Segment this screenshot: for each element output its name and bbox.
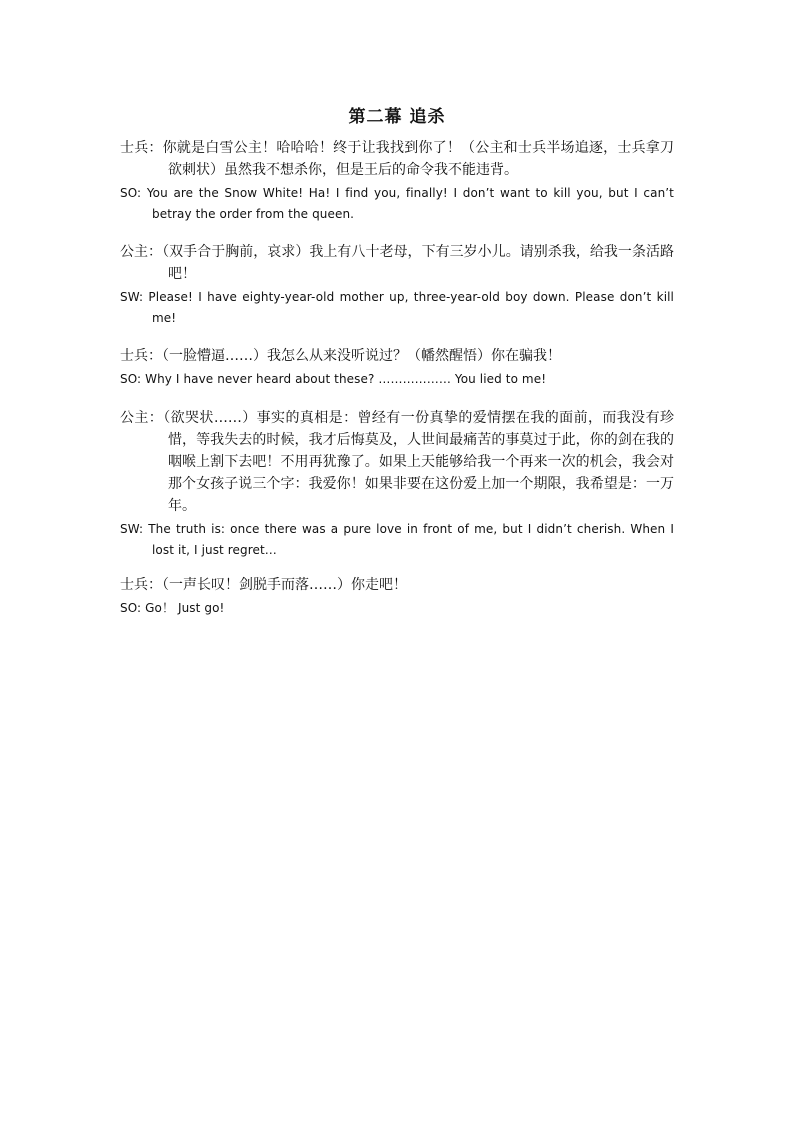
dialogue-block-3 bbox=[120, 345, 674, 390]
chinese-line: 士兵：（一声长叹！剑脱手而落……）你走吧！ bbox=[120, 577, 407, 593]
dialogue-block-1 bbox=[120, 137, 674, 225]
act-title: 第二幕 追杀 bbox=[348, 107, 446, 127]
english-line: SW: The truth is: once there was a pure love in front of me, but I didn’t cherish. When I lost it, I just regret… bbox=[120, 522, 674, 557]
english-line: SO: Why I have never heard about these? ……………… You lied to me! bbox=[120, 372, 547, 386]
english-line: SO: Go！ Just go! bbox=[120, 601, 225, 615]
dialogue-block-2 bbox=[120, 241, 674, 329]
chinese-line: 公主：（欲哭状……）事实的真相是：曾经有一份真挚的爱情摆在我的面前，而我没有珍惜，等我失去的时候，我才后悔莫及，人世间最痛苦的事莫过于此，你的剑在我的咽喉上割下去吧！不用再犹豫了。如果上天能够给我一个再来一次的机会，我会对那个女孩子说三个字：我爱你！如果非要在这份爱上加一个期限，我希望是：一万年。 bbox=[120, 410, 674, 514]
chinese-line: 士兵：你就是白雪公主！哈哈哈！终于让我找到你了！（公主和士兵半场追逐，士兵拿刀欲刺状）虽然我不想杀你，但是王后的命令我不能违背。 bbox=[120, 140, 674, 178]
dialogue-block-5 bbox=[120, 574, 674, 619]
english-line: SO: You are the Snow White! Ha! I find you, finally! I don’t want to kill you, but I can’t betray the order from the queen. bbox=[120, 186, 674, 221]
dialogue-block-4 bbox=[120, 407, 674, 561]
chinese-line: 士兵：（一脸懵逼……）我怎么从来没听说过？（幡然醒悟）你在骗我！ bbox=[120, 348, 561, 364]
chinese-line: 公主：（双手合于胸前，哀求）我上有八十老母，下有三岁小儿。请别杀我，给我一条活路吧！ bbox=[120, 244, 674, 282]
english-line: SW: Please! I have eighty-year-old mother up, three-year-old boy down. Please don’t kill me! bbox=[120, 290, 674, 325]
